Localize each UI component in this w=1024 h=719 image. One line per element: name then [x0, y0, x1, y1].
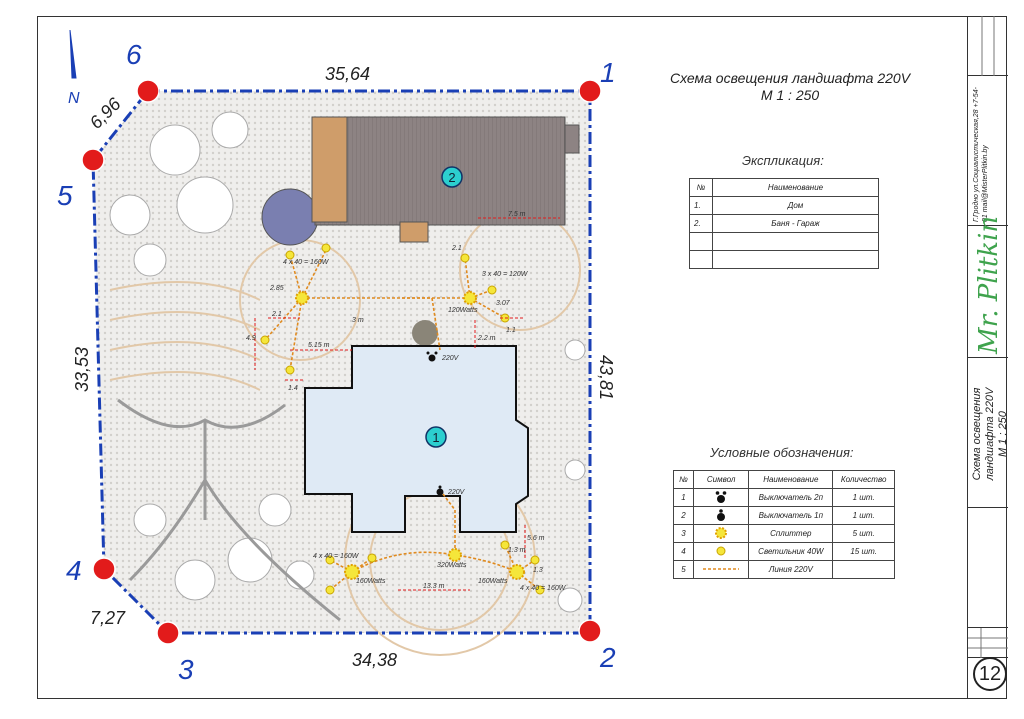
measure-1-3b: 1.3 m — [508, 547, 526, 554]
stamp-address-cell — [968, 76, 1008, 226]
line-220v-icon — [693, 561, 748, 579]
legend-name: Линия 220V — [749, 561, 833, 579]
corner-marker-4 — [93, 558, 115, 580]
lamp-icon — [368, 554, 376, 562]
measure-13-3: 13.3 m — [423, 583, 445, 590]
explication-cell — [690, 251, 713, 269]
measure-1-3: 1.3 — [533, 567, 543, 574]
explication-cell — [713, 251, 879, 269]
corner-label-3: 3 — [178, 654, 194, 685]
table-row — [690, 233, 879, 251]
table-row — [690, 215, 879, 233]
fountain — [412, 320, 438, 346]
legend-name: Выключатель 2п — [749, 489, 833, 507]
stamp-sheet-title: Схема освещения ландшафта 220V — [971, 387, 996, 481]
corner-label-6: 6 — [126, 39, 142, 70]
measure-2-2: 2.2 m — [478, 335, 496, 342]
corner-marker-6 — [137, 80, 159, 102]
building-1-label: 1 — [432, 430, 440, 445]
legend-header-row — [674, 471, 895, 489]
lamp-icon — [531, 556, 539, 564]
table-row — [674, 525, 895, 543]
legend-num: 3 — [674, 525, 694, 543]
corner-label-4: 4 — [66, 555, 82, 586]
corner-marker-1 — [579, 80, 601, 102]
table-row — [674, 561, 895, 579]
splitter-icon — [693, 525, 748, 543]
splitter-icon — [345, 565, 359, 579]
legend-num: 4 — [674, 543, 694, 561]
explication-cell: Дом — [713, 197, 879, 215]
explication-table — [689, 178, 879, 269]
lamp-icon — [261, 336, 269, 344]
north-label: N — [68, 90, 80, 107]
table-row — [690, 251, 879, 269]
annotation-splitter-br: 160Watts — [478, 578, 508, 585]
legend-name: Выключатель 1п — [749, 507, 833, 525]
explication-header-num: № — [690, 179, 713, 197]
stamp-grid-cell — [968, 16, 1008, 76]
stamp-grid-cell — [968, 628, 1008, 658]
stamp-blank-cell — [968, 508, 1008, 628]
lamp-icon — [286, 366, 294, 374]
splitter-icon — [464, 292, 476, 304]
measure-2-1b: 2.1 — [452, 245, 462, 252]
annotation-bottom-left-group: 4 x 40 = 160W — [313, 553, 359, 560]
explication-header-name: Наименование — [713, 179, 879, 197]
title-scale: М 1 : 250 — [760, 87, 820, 103]
legend-num: 5 — [674, 561, 694, 579]
explication-cell: 2. — [690, 215, 713, 233]
lamp-icon — [326, 586, 334, 594]
legend-header-num: № — [674, 471, 694, 489]
legend-num: 1 — [674, 489, 694, 507]
side-length-left: 33,53 — [72, 346, 92, 392]
building-2-label: 2 — [448, 170, 456, 185]
stamp-address: Г.Гродно ул.Социалистическая,28 +7-54-01 mail@MisterPlitkin.by — [973, 87, 989, 222]
stamp-title — [971, 364, 1010, 504]
legend-name: Сплиттер — [749, 525, 833, 543]
page-number: 12 — [973, 657, 1007, 691]
explication-cell: 1. — [690, 197, 713, 215]
gazebo — [262, 189, 318, 245]
splitter-icon — [510, 565, 524, 579]
stamp-sheet-scale: М 1 : 250 — [997, 411, 1009, 457]
measure-2-1: 2.1 — [272, 311, 282, 318]
corner-marker-3 — [157, 622, 179, 644]
legend-table — [673, 470, 895, 579]
switch-1p-icon — [693, 507, 748, 525]
explication-caption: Экспликация: — [742, 153, 824, 168]
table-row — [690, 197, 879, 215]
legend-header-symbol: Символ — [693, 471, 748, 489]
explication-cell — [713, 233, 879, 251]
legend-num: 2 — [674, 507, 694, 525]
annotation-splitter-bc: 320Watts — [437, 562, 467, 569]
legend-qty: 15 шт. — [833, 543, 895, 561]
lamp-icon — [693, 543, 748, 561]
corner-label-5: 5 — [57, 180, 73, 211]
title-stamp — [967, 16, 1007, 699]
measure-2-85: 2.85 — [270, 285, 284, 292]
legend-qty — [833, 561, 895, 579]
legend-header-qty: Количество — [833, 471, 895, 489]
annotation-splitter-top: 120Watts — [448, 307, 478, 314]
measure-5-15: 5.15 m — [308, 342, 330, 349]
table-row — [674, 489, 895, 507]
splitter-icon — [296, 292, 308, 304]
measure-1-1: 1.1 — [506, 327, 516, 334]
legend-caption: Условные обозначения: — [710, 445, 854, 460]
annotation-splitter-bl: 160Watts — [356, 578, 386, 585]
lamp-icon — [322, 244, 330, 252]
title-line-1: Схема освещения ландшафта 220V — [669, 70, 911, 86]
annotation-left-group: 4 x 40 = 160W — [283, 259, 329, 266]
legend-qty: 1 шт. — [833, 507, 895, 525]
stamp-logo-cell — [968, 215, 1008, 358]
side-length-upper-left: 6,96 — [85, 93, 125, 133]
table-row — [674, 507, 895, 525]
table-row — [674, 543, 895, 561]
annotation-right-group: 3 x 40 = 120W — [482, 271, 528, 278]
corner-label-1: 1 — [600, 57, 616, 88]
measure-3: 3 m — [352, 317, 364, 324]
explication-cell: Баня - Гараж — [713, 215, 879, 233]
lamp-icon — [488, 286, 496, 294]
explication-header-row — [690, 179, 879, 197]
legend-name: Светильник 40W — [749, 543, 833, 561]
measure-7-5: 7.5 m — [508, 211, 526, 218]
measure-5-6: 5.6 m — [527, 535, 545, 542]
explication-cell — [690, 233, 713, 251]
annotation-switch-top: 220V — [442, 355, 459, 362]
stamp-title-cell — [968, 358, 1008, 508]
measure-1-4: 1.4 — [288, 385, 298, 392]
drawing-title — [640, 70, 940, 104]
measure-3-07: 3.07 — [496, 300, 510, 307]
north-arrow-icon — [68, 30, 80, 107]
logo: Mr. Plitkin — [974, 215, 1004, 354]
lamp-icon — [286, 251, 294, 259]
side-length-bottom: 34,38 — [352, 650, 398, 670]
switch-2p-icon — [693, 489, 748, 507]
lamp-icon — [461, 254, 469, 262]
side-length-right: 43,81 — [596, 355, 616, 401]
annotation-bottom-right-group: 4 x 40 = 160W — [520, 585, 566, 592]
legend-qty: 5 шт. — [833, 525, 895, 543]
legend-qty: 1 шт. — [833, 489, 895, 507]
splitter-icon — [449, 549, 461, 561]
legend-header-name: Наименование — [749, 471, 833, 489]
corner-label-2: 2 — [600, 642, 616, 673]
corner-marker-2 — [579, 620, 601, 642]
side-length-lower-left: 7,27 — [90, 608, 126, 628]
corner-marker-5 — [82, 149, 104, 171]
side-length-top: 35,64 — [325, 64, 371, 84]
measure-4-9: 4.9 — [246, 335, 256, 342]
annotation-switch-bottom: 220V — [448, 489, 465, 496]
